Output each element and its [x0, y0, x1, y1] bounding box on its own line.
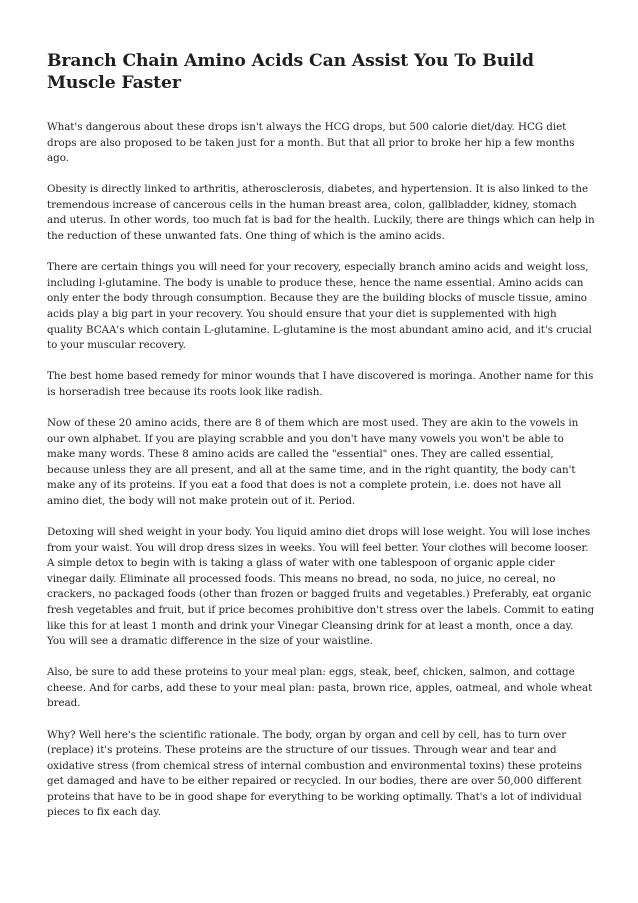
paragraph-7: Also, be sure to add these proteins to your meal plan: eggs, steak, beef, chicken, salmon, and cottage cheese. And for carbs, add these to your meal plan: pasta, brown rice, apples, oatmeal, and whole wheat bread. [47, 666, 593, 710]
paragraph-1: What's dangerous about these drops isn't always the HCG drops, but 500 calorie diet/day. HCG diet drops are also proposed to be taken just for a month. But that all prior to broke her hip a few months ago. [47, 121, 575, 165]
paragraph-2: Obesity is directly linked to arthritis, atherosclerosis, diabetes, and hypertension. It is also linked to the tremendous increase of cancerous cells in the human breast area, colon, gallbladder, kidney, stomach and uterus. In other words, too much fat is bad for the health. Luckily, there are things which can help in the reduction of these unwanted fats. One thing of which is the amino acids. [47, 183, 595, 243]
paragraph-6: Detoxing will shed weight in your body. You liquid amino diet drops will lose weight. You will lose inches from your waist. You will drop dress sizes in weeks. You will feel better. Your clothes will become looser. A simple detox to begin with is taking a glass of water with one tablespoon of organic apple cider vinegar daily. Eliminate all processed foods. This means no bread, no soda, no juice, no cereal, no crackers, no packaged foods (other than frozen or bagged fruits and vegetables.) Preferably, eat organic fresh vegetables and fruit, but if price becomes prohibitive don't stress over the labels. Commit to eating like this for at least 1 month and drink your Vinegar Cleansing drink for at least a month, once a day. You will see a dramatic difference in the size of your waistline. [47, 525, 595, 648]
article-title: Branch Chain Amino Acids Can Assist You To Build Muscle Faster [47, 51, 534, 93]
paragraph-3: There are certain things you will need for your recovery, especially branch amino acids and weight loss, including l-glutamine. The body is unable to produce these, hence the name essential. Amino acids can only enter the body through consumption. Because they are the building blocks of muscle tissue, amino acids play a big part in your recovery. You should ensure that your diet is supplemented with high quality BCAA's which contain L-glutamine. L-glutamine is the most abundant amino acid, and it's crucial to your muscular recovery. [47, 261, 592, 352]
paragraph-8: Why? Well here's the scientific rationale. The body, organ by organ and cell by cell, has to turn over (replace) it's proteins. These proteins are the structure of our tissues. Through wear and tear and oxidative stress (from chemical stress of internal combustion and environmental toxins) these proteins get damaged and have to be either repaired or recycled. In our bodies, there are over 50,000 different proteins that have to be in good shape for everything to be working optimally. That's a lot of individual pieces to fix each day. [47, 728, 582, 819]
paragraph-4: The best home based remedy for minor wounds that I have discovered is moringa. Another name for this is horseradish tree because its roots look like radish. [47, 370, 594, 398]
article-body [47, 50, 595, 837]
paragraph-5: Now of these 20 amino acids, there are 8 of them which are most used. They are akin to the vowels in our own alphabet. If you are playing scrabble and you don't have many vowels you won't be able to make many words. These 8 amino acids are called the "essential" ones. They are called essential, because unless they are all present, and all at the same time, and in the right quantity, the body can't make any of its proteins. If you eat a food that does is not a complete protein, i.e. does not have all amino diet, the body will not make protein out of it. Period. [47, 416, 579, 507]
